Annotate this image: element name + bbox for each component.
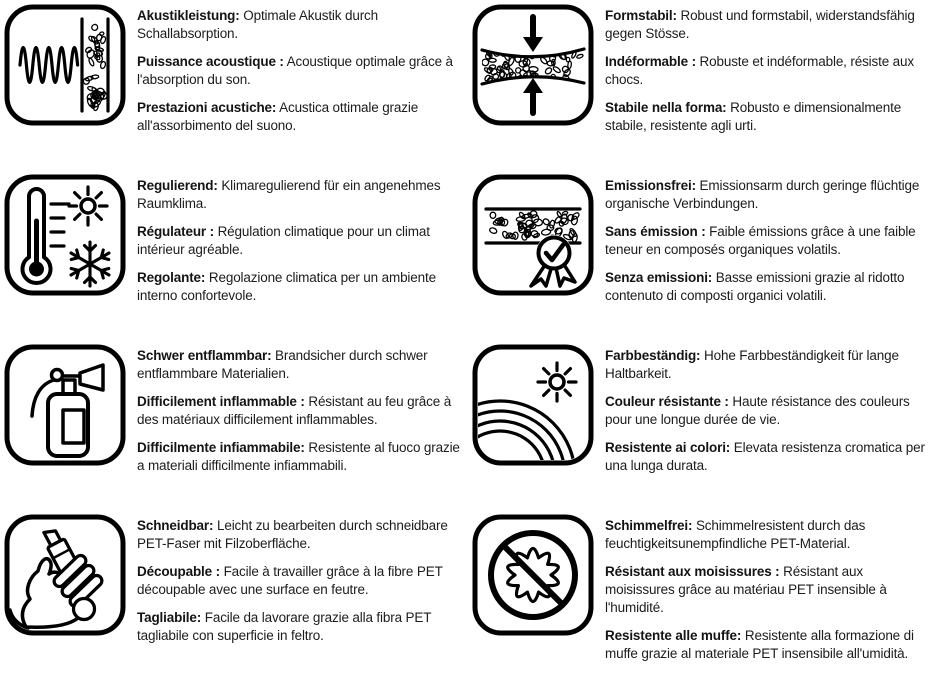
paragraph-fr bbox=[137, 563, 462, 599]
feature-text bbox=[605, 344, 930, 485]
body-it: Facile da lavorare grazie alla fibra PET tagliabile con superficie in feltro. bbox=[137, 610, 432, 643]
body-it: Robusto e dimensionalmente stabile, resistente agli urti. bbox=[605, 100, 902, 133]
paragraph-it bbox=[137, 439, 462, 475]
low-emission-certificate-icon bbox=[472, 174, 594, 296]
climate-regulation-icon bbox=[4, 174, 126, 296]
fire-extinguisher-icon bbox=[4, 344, 126, 466]
label-de: Akustikleistung: bbox=[137, 8, 240, 23]
paragraph-fr bbox=[605, 563, 930, 617]
feature-text bbox=[137, 4, 462, 145]
label-fr: Indéformable : bbox=[605, 54, 696, 69]
label-it: Difficilmente infiammabile: bbox=[137, 440, 305, 455]
label-it: Senza emissioni: bbox=[605, 270, 713, 285]
feature-color-fastness bbox=[468, 340, 936, 510]
body-fr: Régulation climatique pour un climat intérieur agréable. bbox=[137, 224, 430, 257]
no-mold-icon bbox=[472, 514, 594, 636]
body-de: Hohe Farbbeständigkeit für lange Haltbarkeit. bbox=[605, 348, 899, 381]
feature-mold-free bbox=[468, 510, 936, 680]
label-fr: Régulateur : bbox=[137, 224, 214, 239]
label-it: Tagliabile: bbox=[137, 610, 202, 625]
paragraph-it bbox=[137, 99, 462, 135]
feature-text bbox=[137, 174, 462, 315]
feature-text bbox=[137, 514, 462, 655]
sound-absorption-icon bbox=[4, 4, 126, 126]
label-it: Regolante: bbox=[137, 270, 206, 285]
body-de: Leicht zu bearbeiten durch schneidbare PET-Faser mit Filzoberfläche. bbox=[137, 518, 448, 551]
label-it: Resistente ai colori: bbox=[605, 440, 731, 455]
body-it: Resistente alla formazione di muffe grazie al materiale PET insensibile all'umidità. bbox=[605, 628, 914, 661]
body-it: Acustica ottimale grazie all'assorbimento del suono. bbox=[137, 100, 419, 133]
label-fr: Difficilement inflammable : bbox=[137, 394, 305, 409]
paragraph-de bbox=[605, 7, 930, 43]
paragraph-de bbox=[605, 517, 930, 553]
paragraph-fr bbox=[605, 393, 930, 429]
body-fr: Faible émissions grâce à une faible teneur en composés organiques volatils. bbox=[605, 224, 916, 257]
feature-cuttable bbox=[0, 510, 468, 680]
body-fr: Résistant aux moisissures grâce au matériau PET insensible à l'humidité. bbox=[605, 564, 887, 615]
label-fr: Puissance acoustique : bbox=[137, 54, 284, 69]
body-de: Emissionsarm durch geringe flüchtige organische Verbindungen. bbox=[605, 178, 920, 211]
feature-emission-free bbox=[468, 170, 936, 340]
label-de: Farbbeständig: bbox=[605, 348, 701, 363]
label-de: Emissionsfrei: bbox=[605, 178, 696, 193]
feature-form-stability bbox=[468, 0, 936, 170]
paragraph-de bbox=[137, 517, 462, 553]
feature-flame-resistant bbox=[0, 340, 468, 510]
paragraph-de bbox=[605, 177, 930, 213]
label-fr: Sans émission : bbox=[605, 224, 706, 239]
hand-cutter-icon bbox=[4, 514, 126, 636]
paragraph-it bbox=[605, 269, 930, 305]
paragraph-de bbox=[137, 177, 462, 213]
feature-text bbox=[605, 514, 930, 673]
paragraph-de bbox=[137, 347, 462, 383]
body-fr: Résistant au feu grâce à des matériaux difficilement inflammables. bbox=[137, 394, 452, 427]
body-it: Resistente al fuoco grazie a materiali difficilmente infiammabili. bbox=[137, 440, 460, 473]
body-it: Elevata resistenza cromatica per una lunga durata. bbox=[605, 440, 925, 473]
paragraph-fr bbox=[137, 53, 462, 89]
body-fr: Facile à travailler grâce à la fibre PET découpable avec une surface en feutre. bbox=[137, 564, 443, 597]
paragraph-it bbox=[605, 439, 930, 475]
label-fr: Découpable : bbox=[137, 564, 220, 579]
label-it: Prestazioni acustiche: bbox=[137, 100, 277, 115]
label-fr: Couleur résistante : bbox=[605, 394, 729, 409]
color-fastness-icon bbox=[472, 344, 594, 466]
feature-climate-regulation bbox=[0, 170, 468, 340]
paragraph-it bbox=[137, 269, 462, 305]
body-it: Basse emissioni grazie al ridotto contenuto di composti organici volatili. bbox=[605, 270, 905, 303]
paragraph-fr bbox=[137, 223, 462, 259]
paragraph-fr bbox=[137, 393, 462, 429]
body-de: Brandsicher durch schwer entflammbare Materialien. bbox=[137, 348, 428, 381]
paragraph-fr bbox=[605, 53, 930, 89]
body-fr: Robuste et indéformable, résiste aux chocs. bbox=[605, 54, 915, 87]
label-de: Schwer entflammbar: bbox=[137, 348, 272, 363]
body-de: Robust und formstabil, widerstandsfähig gegen Stösse. bbox=[605, 8, 915, 41]
feature-text bbox=[605, 174, 930, 315]
paragraph-de bbox=[605, 347, 930, 383]
body-it: Regolazione climatica per un ambiente interno confortevole. bbox=[137, 270, 436, 303]
paragraph-it bbox=[605, 627, 930, 663]
label-de: Formstabil: bbox=[605, 8, 677, 23]
feature-text bbox=[605, 4, 930, 145]
label-fr: Résistant aux moisissures : bbox=[605, 564, 780, 579]
feature-acoustic-performance bbox=[0, 0, 468, 170]
paragraph-it bbox=[605, 99, 930, 135]
body-de: Optimale Akustik durch Schallabsorption. bbox=[137, 8, 378, 41]
label-de: Regulierend: bbox=[137, 178, 218, 193]
label-de: Schimmelfrei: bbox=[605, 518, 693, 533]
label-de: Schneidbar: bbox=[137, 518, 214, 533]
feature-text bbox=[137, 344, 462, 485]
paragraph-it bbox=[137, 609, 462, 645]
paragraph-fr bbox=[605, 223, 930, 259]
label-it: Stabile nella forma: bbox=[605, 100, 727, 115]
paragraph-de bbox=[137, 7, 462, 43]
body-fr: Haute résistance des couleurs pour une longue durée de vie. bbox=[605, 394, 910, 427]
body-fr: Acoustique optimale grâce à l'absorption du son. bbox=[137, 54, 453, 87]
compression-resistance-icon bbox=[472, 4, 594, 126]
body-de: Klimaregulierend für ein angenehmes Raumklima. bbox=[137, 178, 441, 211]
label-it: Resistente alle muffe: bbox=[605, 628, 742, 643]
body-de: Schimmelresistent durch das feuchtigkeitsunempfindliche PET-Material. bbox=[605, 518, 866, 551]
